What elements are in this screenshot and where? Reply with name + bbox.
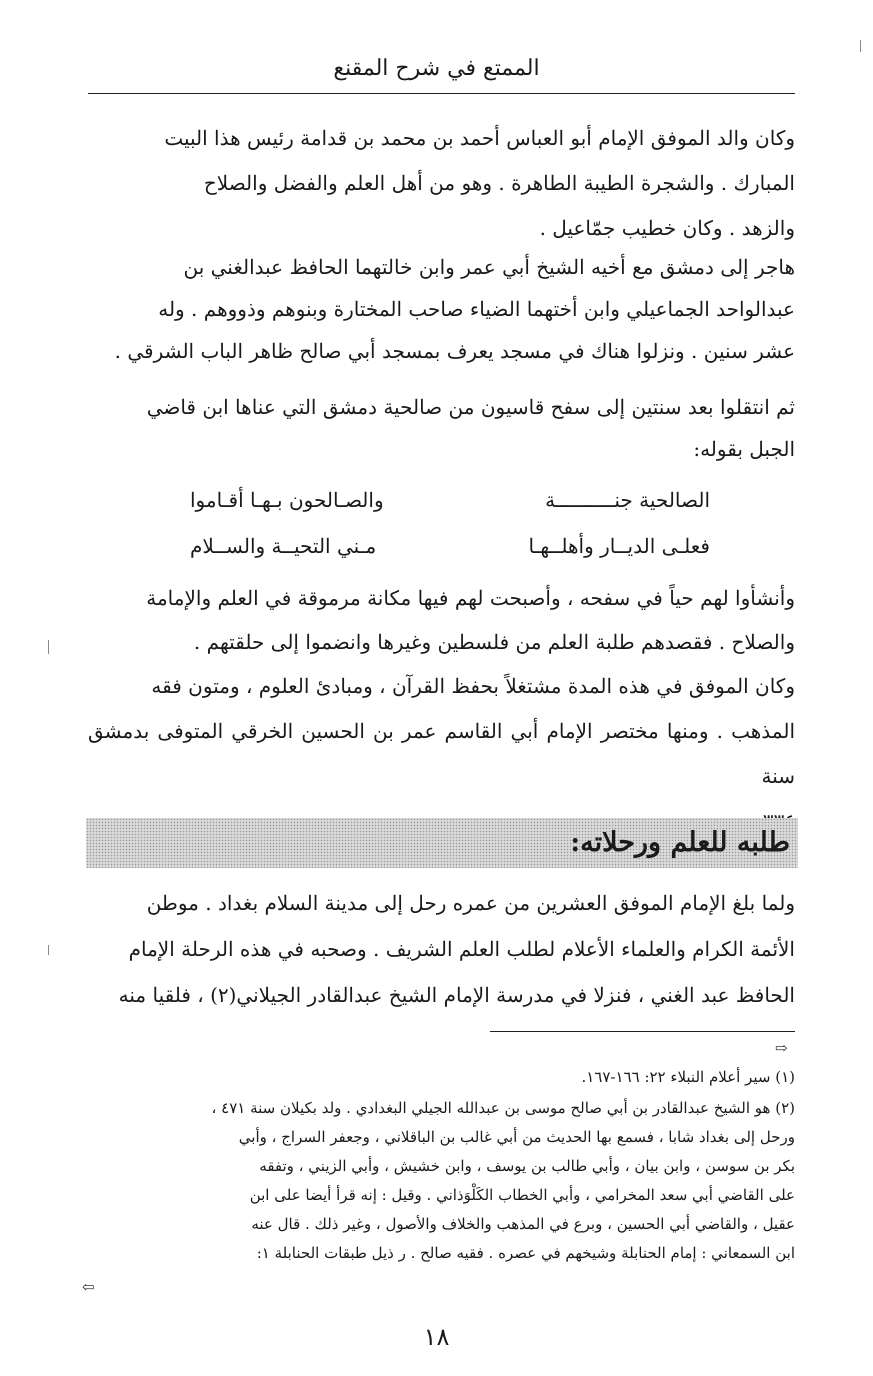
header-divider (88, 93, 795, 94)
verse-1-second-hemistich: والصـالحون بـهـا أقـاموا (190, 488, 384, 512)
running-header-title: الممتع في شرح المقنع (333, 56, 540, 81)
margin-mark (48, 945, 49, 955)
paragraph-salihiyya: ثم انتقلوا بعد سنتين إلى سفح قاسيون من صالحية دمشق التي عناها ابن قاضي الجبل بقوله: (146, 395, 795, 461)
poem-verse-2 (180, 528, 720, 564)
continued-arrow-icon: ⇦ (82, 1278, 95, 1296)
paragraph-settlement: وأنشأوا لهم حياً في سفحه ، وأصبحت لهم فيها مكانة مرموقة في العلم والإمامة والصلاح . فقصدهم طلبة العلم من فلسطين وغيرها وانضموا إلى حلقتهم . (146, 586, 795, 654)
poem-verse-1 (180, 482, 720, 518)
verse-1-first-hemistich: الصالحية جنــــــــــة (545, 488, 710, 512)
paragraph-migration: هاجر إلى دمشق مع أخيه الشيخ أبي عمر وابن خالتهما الحافظ عبدالغني بن عبدالواحد الجماعيلي وابن أختهما الضياء صاحب المختارة وبنوهم وذووهم . وله عشر سنين . ونزلوا هناك في مسجد يعرف بمسجد أبي صالح ظاهر الباب الشرقي . (114, 255, 795, 363)
paragraph-father: وكان والد الموفق الإمام أبو العباس أحمد بن محمد بن قدامة رئيس هذا البيت المبارك . والشجرة الطيبة الطاهرة . وهو من أهل العلم والفضل والصلاح والزهد . وكان خطيب جمّاعيل . (164, 126, 795, 240)
verse-2-first-hemistich: فعلـى الديــار وأهلــهـا (528, 534, 710, 558)
section-heading-band (86, 818, 798, 868)
section-heading: طلبه للعلم ورحلاته: (570, 827, 790, 858)
footnote-2: (٢) هو الشيخ عبدالقادر بن أبي صالح موسى بن عبدالله الجيلي البغدادي . ولد بكيلان سنة ٤٧١ ، ورحل إلى بغداد شابا ، فسمع بها الحديث من أبي غالب بن الباقلاني ، وجعفر السراج ، وأبي بكر بن سوسن ، وابن بيان ، وأبي طالب بن يوسف ، وابن خشيش ، وأبي الزيني ، وتفقه على القاضي أبي سعد المخرامي ، وأبي الخطاب الكَلْوَذاني . وقيل : إنه قرأ أيضا على ابن عقيل ، والقاضي أبي الحسين ، وبرع في المذهب والخلاف والأصول ، وغير ذلك . قال عنه ابن السمعاني : إمام الحنابلة وشيخهم في عصره . فقيه صالح . ر ذيل طبقات الحنابلة ١: (211, 1099, 795, 1262)
margin-mark (48, 640, 49, 654)
margin-mark (860, 40, 861, 52)
paragraph-baghdad-journey: ولما بلغ الإمام الموفق العشرين من عمره رحل إلى مدينة السلام بغداد . موطن الأئمة الكرام والعلماء الأعلام لطلب العلم الشريف . وصحبه في هذه الرحلة الإمام الحافظ عبد الغني ، فنزلا في مدرسة الإمام الشيخ عبدالقادر الجيلاني(٢) ، فلقيا منه (118, 891, 795, 1007)
verse-2-second-hemistich: مـني التحيــة والســلام (190, 534, 377, 558)
footnote-divider (490, 1031, 795, 1032)
footnote-1: (١) سير أعلام النبلاء ٢٢: ١٦٦-١٦٧. (581, 1068, 795, 1086)
continuation-arrow-icon: ⇨ (775, 1039, 788, 1057)
page-number: ١٨ (423, 1323, 450, 1351)
paragraph-early-study: وكان الموفق في هذه المدة مشتغلاً بحفظ القرآن ، ومبادئ العلوم ، ومتون فقه المذهب . ومنها مختصر الإمام أبي القاسم عمر بن الحسين الخرقي المتوفى بدمشق سنة (88, 674, 795, 788)
